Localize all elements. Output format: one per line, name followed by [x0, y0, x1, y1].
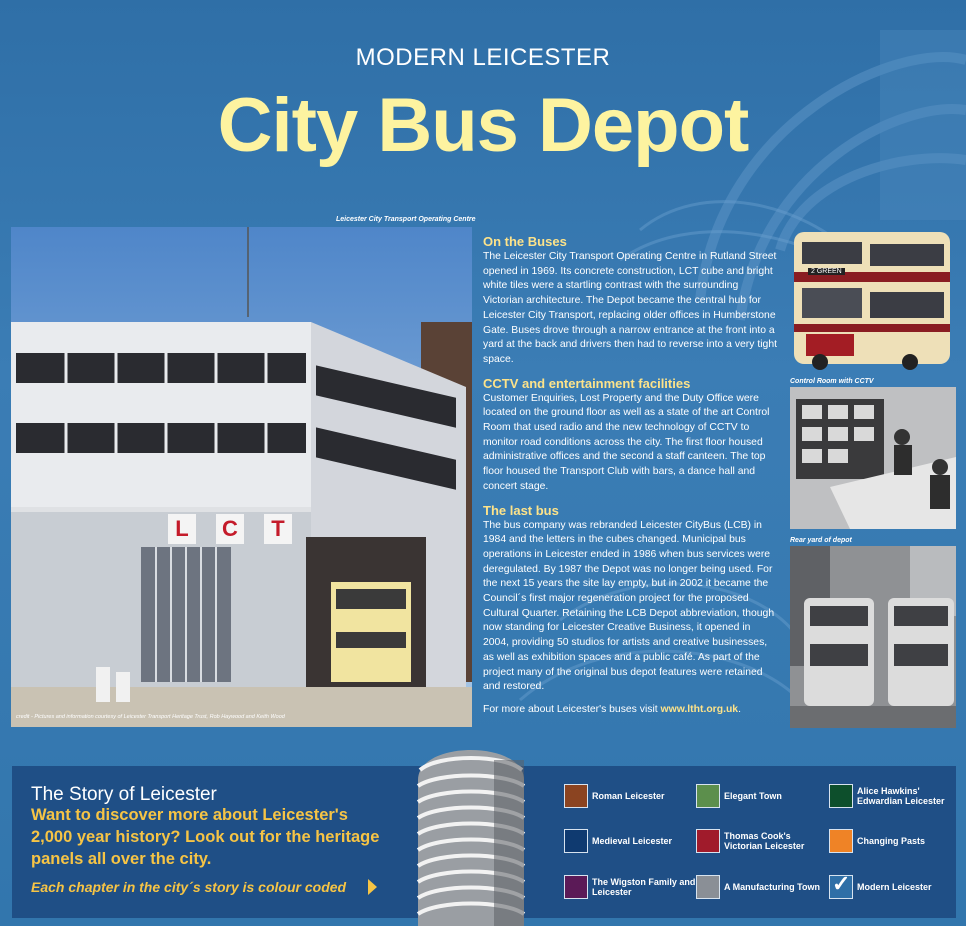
legend-label: Changing Pasts [857, 835, 926, 846]
lct-sign-letter: T [264, 514, 292, 544]
photo-credit: credit - Pictures and information courtesy of Leicester Transport Heritage Trust, Rob Haywood and Keith Wood [16, 714, 285, 720]
legend-item [829, 784, 961, 808]
cctv-control-room-image [790, 387, 956, 529]
legend-item [564, 829, 696, 853]
main-photo-caption: Leicester City Transport Operating Centre [336, 216, 476, 223]
legend-item [829, 871, 961, 899]
bus-photo [790, 226, 956, 372]
checkmark-icon: ✓ [832, 871, 851, 896]
footer-colour-coded-note: Each chapter in the city´s story is colour coded [31, 879, 347, 895]
more-info-suffix: . [738, 703, 741, 715]
control-room-photo [790, 387, 956, 529]
legend-item [564, 875, 696, 899]
legend-item [696, 784, 828, 808]
header-kicker: MODERN LEICESTER [355, 44, 611, 71]
legend-item [696, 875, 828, 899]
section-body: Customer Enquiries, Lost Property and the Duty Office were located on the ground floor as well as a state of the art Control Room that used radio and the new technology of CCTV to monitor road conditions across the city. The first floor housed administrative offices and the second a staff canteen. The top floor housed the Transport Club with bars, a dance hall and concert stage. [483, 392, 770, 492]
legend-swatch [829, 871, 853, 899]
lct-sign-letter: C [216, 514, 244, 544]
depot-building-image [11, 227, 472, 727]
bus-route-sign: 2 GREEN [808, 268, 845, 275]
section-heading: CCTV and entertainment facilities [483, 375, 691, 391]
legend-item [564, 784, 696, 808]
legend-swatch [564, 784, 588, 808]
legend-label: Modern Leicester [857, 881, 932, 892]
page-title: City Bus Depot [217, 83, 749, 168]
more-info-prefix: For more about Leicester's buses visit [483, 703, 661, 715]
rear-yard-caption: Rear yard of depot [790, 537, 852, 544]
section-body: The Leicester City Transport Operating Centre in Rutland Street opened in 1969. Its concrete construction, LCT cube and bright white tiles were a startling contrast with the surrounding Victorian architecture. The Depot became the central hub for Leicester City Transport, replacing older offices in Humberstone Gate. Buses drove through a narrow entrance at the front into a yard at the back and drivers then had to reverse into a very tight space. [483, 251, 777, 365]
article [483, 234, 779, 718]
legend-label: Medieval Leicester [592, 835, 673, 846]
legend-label: Thomas Cook's Victorian Leicester [724, 830, 805, 851]
section-heading: The last bus [483, 502, 559, 518]
website-link[interactable]: www.ltht.org.uk [660, 703, 739, 715]
footer-body: Want to discover more about Leicester's 2,000 year history? Look out for the heritage panels all over the city. [31, 806, 380, 868]
double-decker-bus-image [790, 226, 956, 372]
legend-swatch [696, 784, 720, 808]
footer-title: The Story of Leicester [31, 784, 217, 805]
section-heading: On the Buses [483, 234, 567, 249]
legend-label: Elegant Town [724, 790, 782, 801]
legend-item [696, 829, 828, 853]
rear-yard-image [790, 546, 956, 728]
control-room-caption: Control Room with CCTV [790, 378, 874, 385]
legend-swatch [829, 784, 853, 808]
main-photo [11, 227, 472, 727]
section-body: The bus company was rebranded Leicester CityBus (LCB) in 1984 and the letters in the cubes changed. Municipal bus operations in Leicester ended in 1986 when bus services were deregulated. By 1987 the Depot was no longer being used. For the next 15 years the site lay empty, but in 2002 it became the Council´s first major regeneration project for the proposed Cultural Quarter. Retaining the LCB Depot abbreviation, though now standing for Leicester Creative Business, it opened in 2004, providing 50 studios for artists and creative businesses, as well as exhibition spaces and a public café. As part of the project many of the original bus depot features were retained and restored. [483, 519, 775, 693]
legend-label: Roman Leicester [592, 790, 665, 801]
legend-swatch [696, 875, 720, 899]
legend-item [829, 829, 961, 853]
legend-swatch [564, 875, 588, 899]
legend-swatch [829, 829, 853, 853]
lct-sign-letter: L [168, 514, 196, 544]
legend-swatch [696, 829, 720, 853]
triangle-arrow-icon [368, 879, 377, 895]
legend-label: A Manufacturing Town [724, 881, 820, 892]
more-info-line [483, 703, 779, 718]
rear-yard-photo [790, 546, 956, 728]
legend-label: The Wigston Family and Leicester [592, 876, 696, 897]
legend-label: Alice Hawkins' Edwardian Leicester [857, 785, 945, 806]
modern-tower-image [398, 730, 544, 926]
legend-swatch [564, 829, 588, 853]
